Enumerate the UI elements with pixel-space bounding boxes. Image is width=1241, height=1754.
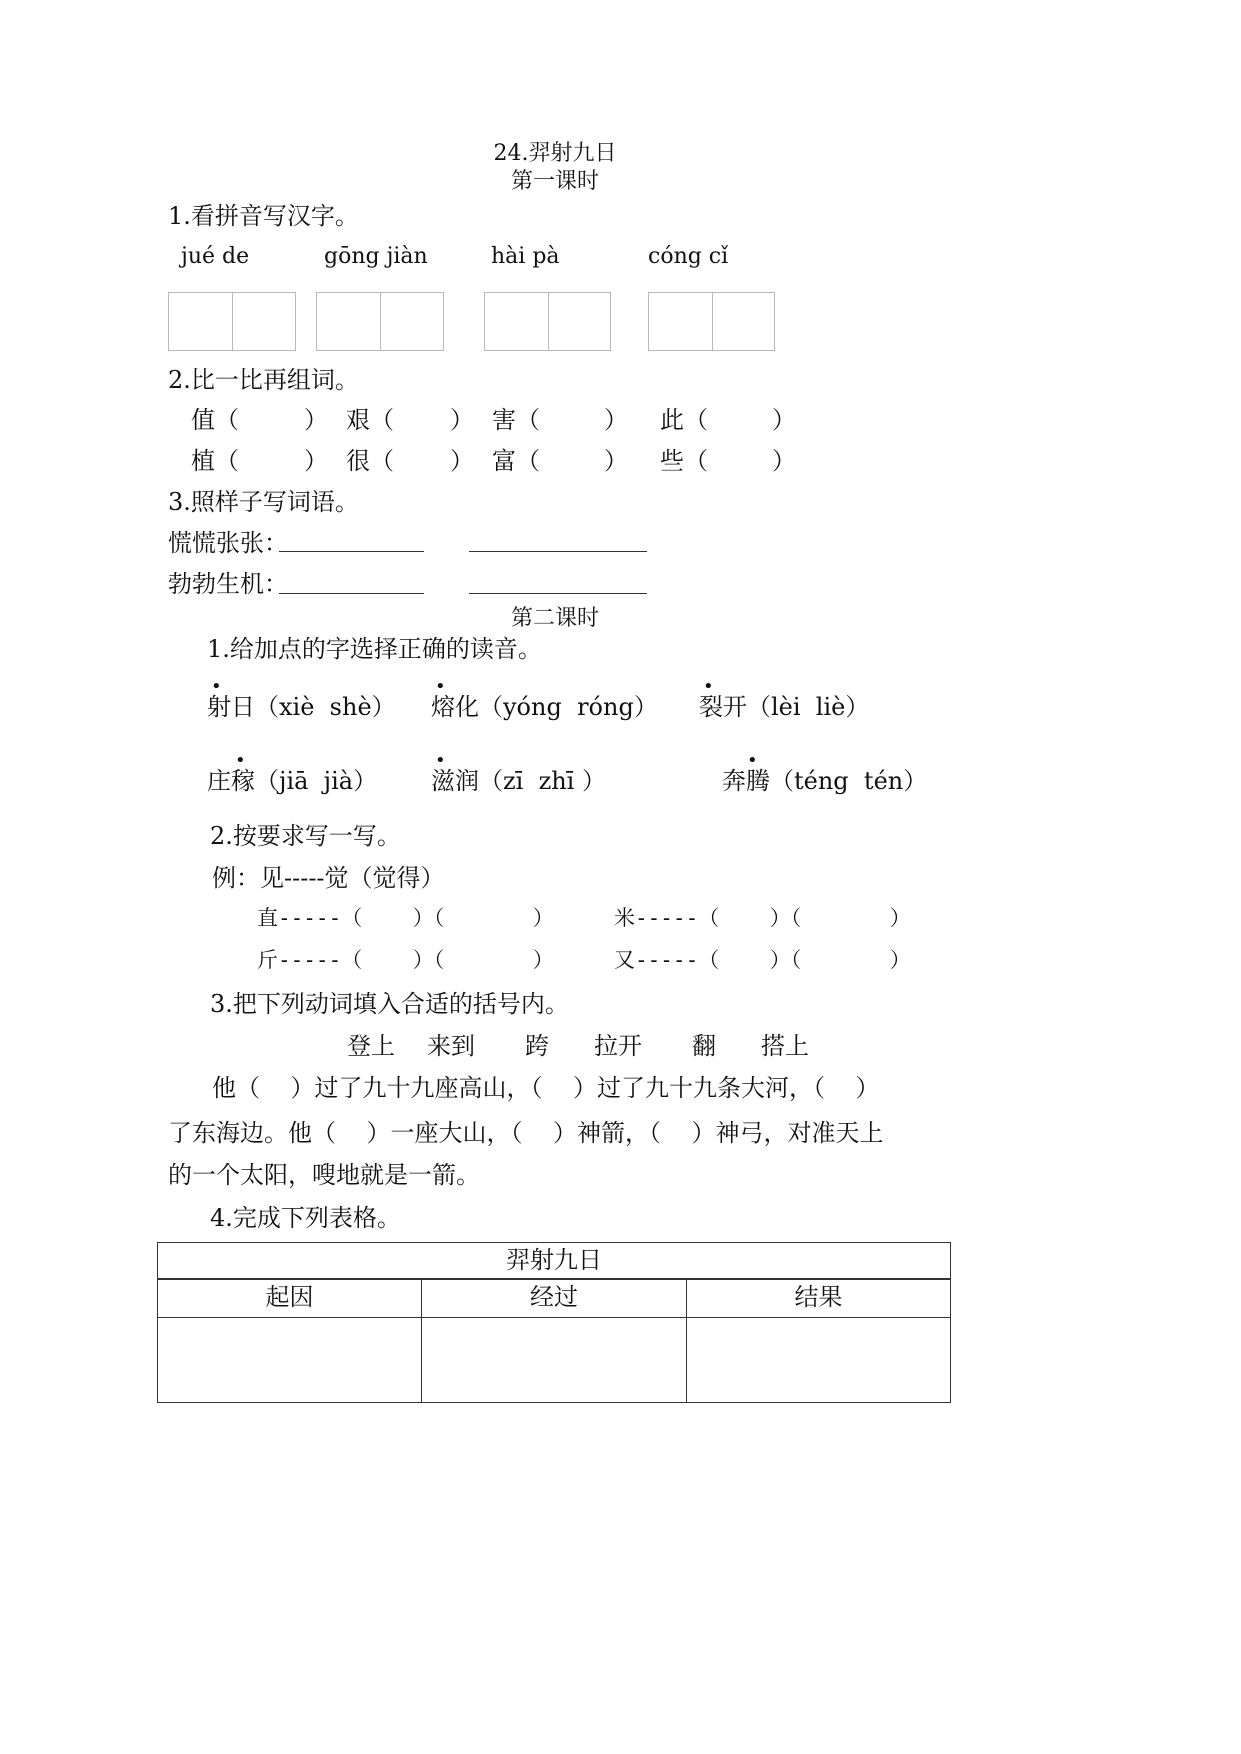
- lesson1-heading: 第一课时: [510, 169, 599, 194]
- answer-line[interactable]: [469, 551, 647, 552]
- derive-row-1-left[interactable]: 直-----（ ）（ ）: [257, 906, 554, 930]
- verb-word-6: 搭上: [761, 1032, 809, 1060]
- l1-q2-label: 2.比一比再组词。: [168, 366, 359, 394]
- l2-q2-label: 2.按要求写一写。: [210, 822, 401, 850]
- passage-line-2: 了东海边。他（ ）一座大山，（ ）神箭，（ ）神弓，对准天上: [168, 1119, 884, 1147]
- compare-paren-2[interactable]: ）: [450, 406, 474, 434]
- example-line: 例：见-----觉（觉得）: [212, 864, 445, 892]
- compare-paren-8[interactable]: ）: [772, 447, 796, 475]
- compare-paren-7[interactable]: ）: [604, 447, 628, 475]
- derive-row-2-left[interactable]: 斤-----（ ）（ ）: [257, 948, 554, 972]
- pinyin-4: cóng cǐ: [648, 244, 729, 269]
- passage-line-3: 的一个太阳，嗖地就是一箭。: [168, 1161, 480, 1189]
- derive-row-1-right[interactable]: 米-----（ ）（ ）: [614, 906, 911, 930]
- compare-char-1: 值（: [191, 406, 239, 434]
- l1-q1-label: 1.看拼音写汉字。: [168, 202, 359, 230]
- emphasis-dot: •: [235, 750, 246, 771]
- page-title: 24.羿射九日: [493, 141, 617, 166]
- compare-paren-6[interactable]: ）: [450, 447, 474, 475]
- l2-q1-label: 1.给加点的字选择正确的读音。: [207, 635, 542, 663]
- example-word-1: 慌慌张张：: [168, 529, 288, 557]
- table-title: 羿射九日: [506, 1246, 602, 1274]
- writing-box-2[interactable]: [316, 292, 444, 351]
- compare-char-4: 此（: [660, 406, 708, 434]
- header-process: 经过: [530, 1283, 578, 1311]
- pinyin-2: gōng jiàn: [324, 244, 428, 269]
- answer-line[interactable]: [469, 593, 647, 594]
- header-cause: 起因: [265, 1283, 314, 1311]
- compare-paren-4[interactable]: ）: [772, 406, 796, 434]
- verb-word-1: 登上: [347, 1032, 395, 1060]
- emphasis-dot: •: [435, 676, 446, 697]
- verb-word-5: 翻: [692, 1032, 716, 1060]
- l2-q4-label: 4.完成下列表格。: [210, 1204, 401, 1232]
- emphasis-dot: •: [211, 676, 222, 697]
- header-result: 结果: [794, 1283, 843, 1311]
- reading-item-1: 射日（xiè shè）: [207, 693, 396, 721]
- l2-q3-label: 3.把下列动词填入合适的括号内。: [210, 990, 569, 1018]
- derive-row-2-right[interactable]: 又-----（ ）（ ）: [614, 948, 911, 972]
- emphasis-dot: •: [747, 750, 758, 771]
- answer-cell-result[interactable]: [686, 1317, 951, 1403]
- emphasis-dot: •: [703, 676, 714, 697]
- compare-char-3: 害（: [492, 406, 540, 434]
- writing-box-4[interactable]: [648, 292, 775, 351]
- reading-item-4: 庄稼（jiā jià）: [207, 767, 378, 795]
- compare-char-8: 些（: [660, 447, 708, 475]
- compare-char-5: 植（: [191, 447, 239, 475]
- writing-box-1[interactable]: [168, 292, 296, 351]
- pinyin-3: hài pà: [491, 244, 560, 269]
- answer-cell-process[interactable]: [421, 1317, 687, 1403]
- verb-word-2: 来到: [427, 1032, 475, 1060]
- example-word-2: 勃勃生机：: [168, 570, 288, 598]
- compare-paren-5[interactable]: ）: [304, 447, 328, 475]
- compare-char-2: 艰（: [346, 406, 394, 434]
- emphasis-dot: •: [435, 750, 446, 771]
- answer-cell-cause[interactable]: [157, 1317, 422, 1403]
- reading-item-2: 熔化（yóng róng）: [431, 693, 658, 721]
- compare-char-6: 很（: [346, 447, 394, 475]
- verb-word-4: 拉开: [594, 1032, 642, 1060]
- compare-paren-1[interactable]: ）: [304, 406, 328, 434]
- lesson2-heading: 第二课时: [510, 606, 599, 631]
- verb-word-3: 跨: [525, 1032, 549, 1060]
- passage-line-1: 他（ ）过了九十九座高山，（ ）过了九十九条大河，（ ）: [212, 1074, 880, 1102]
- answer-line[interactable]: [279, 593, 424, 594]
- answer-line[interactable]: [279, 551, 424, 552]
- l1-q3-label: 3.照样子写词语。: [168, 488, 359, 516]
- reading-item-5: 滋润（zī zhī ）: [431, 767, 606, 795]
- reading-item-6: 奔腾（téng tén）: [722, 767, 928, 795]
- compare-char-7: 富（: [492, 447, 540, 475]
- reading-item-3: 裂开（lèi liè）: [699, 693, 870, 721]
- writing-box-3[interactable]: [484, 292, 611, 351]
- compare-paren-3[interactable]: ）: [604, 406, 628, 434]
- pinyin-1: jué de: [181, 244, 250, 269]
